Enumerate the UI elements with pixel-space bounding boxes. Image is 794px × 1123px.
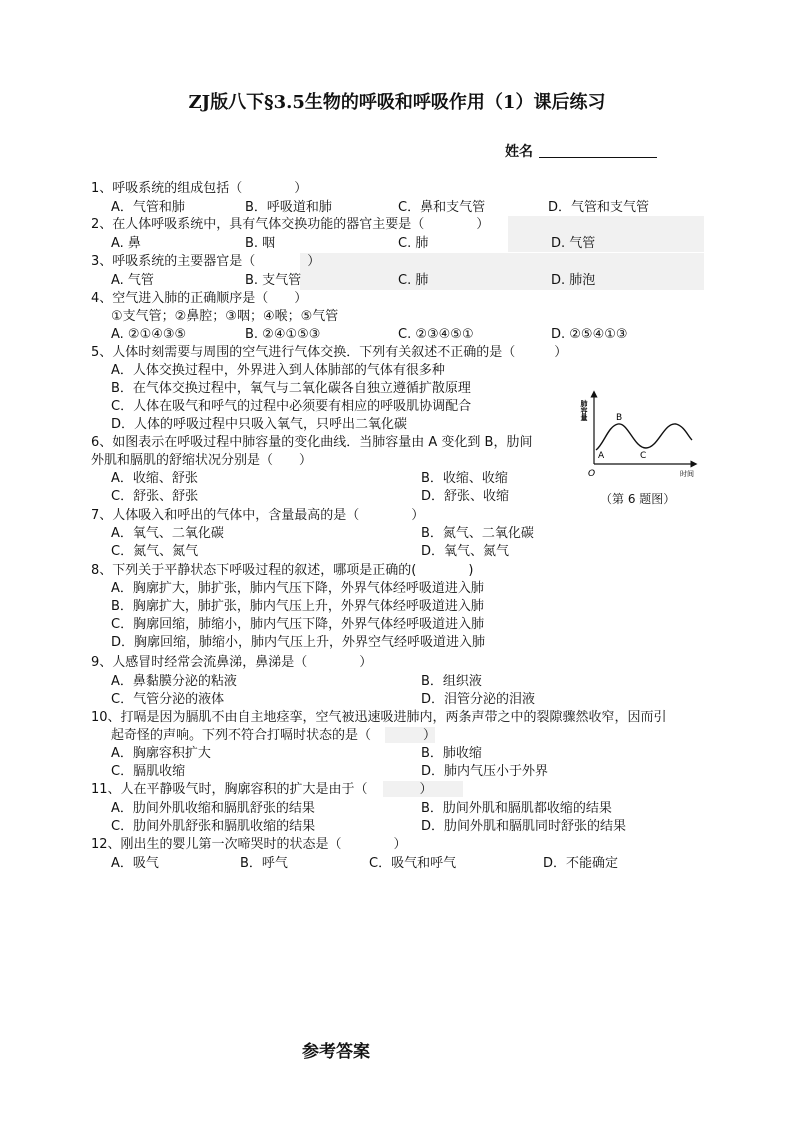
figure-caption: （第 6 题图）: [600, 492, 676, 506]
q6-option-b[interactable]: B．收缩、收缩: [421, 471, 508, 486]
q7-option-c[interactable]: C．氮气、氮气: [111, 544, 199, 559]
q4-option-d[interactable]: D. ②⑤④①③: [551, 327, 628, 342]
q1-option-b[interactable]: B．呼吸道和肺: [245, 200, 332, 215]
q8-option-d[interactable]: D．胸廓回缩，肺缩小，肺内气压上升，外界空气经呼吸道进入肺: [111, 635, 486, 650]
answers-heading: 参考答案: [302, 1042, 370, 1062]
q4-stem: 4、空气进入肺的正确顺序是（ ）: [91, 291, 308, 306]
q9-option-a[interactable]: A．鼻黏膜分泌的粘液: [111, 674, 237, 689]
q7-stem: 7、人体吸入和呼出的气体中，含量最高的是（ ）: [91, 508, 425, 523]
q9-stem: 9、人感冒时经常会流鼻涕，鼻涕是（ ）: [91, 655, 373, 670]
y-axis-label: 肺容量: [580, 400, 588, 421]
q11-option-b[interactable]: B．肋间外肌和膈肌都收缩的结果: [421, 801, 612, 816]
q12-option-b[interactable]: B．呼气: [240, 856, 288, 871]
q11-option-a[interactable]: A．肋间外肌收缩和膈肌舒张的结果: [111, 801, 315, 816]
q2-option-d[interactable]: D. 气管: [551, 236, 596, 251]
q3-option-c[interactable]: C. 肺: [398, 273, 429, 288]
name-blank-line[interactable]: [539, 157, 657, 158]
q5-option-d[interactable]: D．人体的呼吸过程中只吸入氧气，只呼出二氧化碳: [111, 417, 408, 432]
point-label-b: B: [616, 413, 623, 423]
q5-option-a[interactable]: A．人体交换过程中，外界进入到人体肺部的气体有很多种: [111, 363, 445, 378]
q1-option-d[interactable]: D．气管和支气管: [548, 200, 650, 215]
q10-stem-line2: 起奇怪的声响。下列不符合打嗝时状态的是（ ）: [111, 728, 437, 743]
q1-option-a[interactable]: A．气管和肺: [111, 200, 185, 215]
q10-stem-line1: 10、打嗝是因为膈肌不由自主地痉挛，空气被迅速吸进肺内，两条声带之中的裂隙骤然收窄，因而引: [91, 710, 667, 725]
lung-volume-figure: [580, 386, 704, 482]
q8-stem: 8、下列关于平静状态下呼吸过程的叙述，哪项是正确的( ): [91, 563, 474, 578]
q2-option-c[interactable]: C. 肺: [398, 236, 429, 251]
q3-stem: 3、呼吸系统的主要器官是（ ）: [91, 254, 321, 269]
shade-q3: [300, 253, 704, 290]
q3-option-d[interactable]: D. 肺泡: [551, 273, 596, 288]
q10-option-a[interactable]: A．胸廓容积扩大: [111, 746, 211, 761]
q3-option-b[interactable]: B. 支气管: [245, 273, 302, 288]
q10-option-b[interactable]: B．肺收缩: [421, 746, 482, 761]
q5-stem: 5、人体时刻需要与周围的空气进行气体交换．下列有关叙述不正确的是（ ）: [91, 345, 568, 360]
q8-option-b[interactable]: B．胸廓扩大，肺扩张，肺内气压上升，外界气体经呼吸道进入肺: [111, 599, 484, 614]
q1-option-c[interactable]: C．鼻和支气管: [398, 200, 486, 215]
q5-option-b[interactable]: B．在气体交换过程中，氧气与二氧化碳各自独立遵循扩散原理: [111, 381, 471, 396]
q6-option-d[interactable]: D．舒张、收缩: [421, 489, 510, 504]
q7-option-b[interactable]: B．氮气、二氧化碳: [421, 526, 534, 541]
q6-stem-line2: 外肌和膈肌的舒缩状况分别是（ ）: [91, 453, 313, 468]
q11-option-c[interactable]: C．肋间外肌舒张和膈肌收缩的结果: [111, 819, 316, 834]
q10-option-d[interactable]: D．肺内气压小于外界: [421, 764, 549, 779]
q9-option-c[interactable]: C．气管分泌的液体: [111, 692, 225, 707]
point-label-c: C: [640, 451, 647, 461]
q9-option-b[interactable]: B．组织液: [421, 674, 482, 689]
q2-option-b[interactable]: B. 咽: [245, 236, 276, 251]
q4-option-b[interactable]: B. ②④①⑤③: [245, 327, 321, 342]
q6-option-a[interactable]: A．收缩、舒张: [111, 471, 198, 486]
q12-option-a[interactable]: A．吸气: [111, 856, 159, 871]
q5-option-c[interactable]: C．人体在吸气和呼气的过程中必须要有相应的呼吸肌协调配合: [111, 399, 472, 414]
q10-option-c[interactable]: C．膈肌收缩: [111, 764, 186, 779]
q2-stem: 2、在人体呼吸系统中，具有气体交换功能的器官主要是（ ）: [91, 217, 490, 232]
q2-option-a[interactable]: A. 鼻: [111, 236, 141, 251]
q6-stem-line1: 6、如图表示在呼吸过程中肺容量的变化曲线．当肺容量由 A 变化到 B，肋间: [91, 435, 533, 450]
origin-label: O: [588, 469, 596, 479]
q7-option-a[interactable]: A．氧气、二氧化碳: [111, 526, 224, 541]
q4-option-a[interactable]: A. ②①④③⑤: [111, 327, 187, 342]
q8-option-c[interactable]: C．胸廓回缩，肺缩小，肺内气压下降，外界气体经呼吸道进入肺: [111, 617, 485, 632]
q8-option-a[interactable]: A．胸廓扩大，肺扩张，肺内气压下降，外界气体经呼吸道进入肺: [111, 581, 484, 596]
page-title: ZJ版八下§3.5生物的呼吸和呼吸作用（1）课后练习: [188, 92, 606, 113]
q9-option-d[interactable]: D．泪管分泌的泪液: [421, 692, 536, 707]
q7-option-d[interactable]: D．氧气、氮气: [421, 544, 510, 559]
q3-option-a[interactable]: A. 气管: [111, 273, 154, 288]
point-label-a: A: [598, 451, 605, 461]
q6-option-c[interactable]: C．舒张、舒张: [111, 489, 199, 504]
shade-q2: [508, 216, 704, 252]
q1-stem: 1、呼吸系统的组成包括（ ）: [91, 181, 308, 196]
q12-option-d[interactable]: D．不能确定: [543, 856, 619, 871]
x-axis-label: 时间: [680, 470, 694, 478]
name-label: 姓名: [505, 144, 533, 160]
q12-stem: 12、刚出生的婴儿第一次啼哭时的状态是（ ）: [91, 837, 407, 852]
lung-volume-curve: [596, 424, 692, 450]
q11-stem: 11、人在平静吸气时，胸廓容积的扩大是由于（ ）: [91, 782, 433, 797]
q11-option-d[interactable]: D．肋间外肌和膈肌同时舒张的结果: [421, 819, 627, 834]
q4-option-c[interactable]: C. ②③④⑤①: [398, 327, 474, 342]
q12-option-c[interactable]: C．吸气和呼气: [369, 856, 457, 871]
q4-note: ①支气管；②鼻腔；③咽；④喉；⑤气管: [111, 309, 339, 324]
